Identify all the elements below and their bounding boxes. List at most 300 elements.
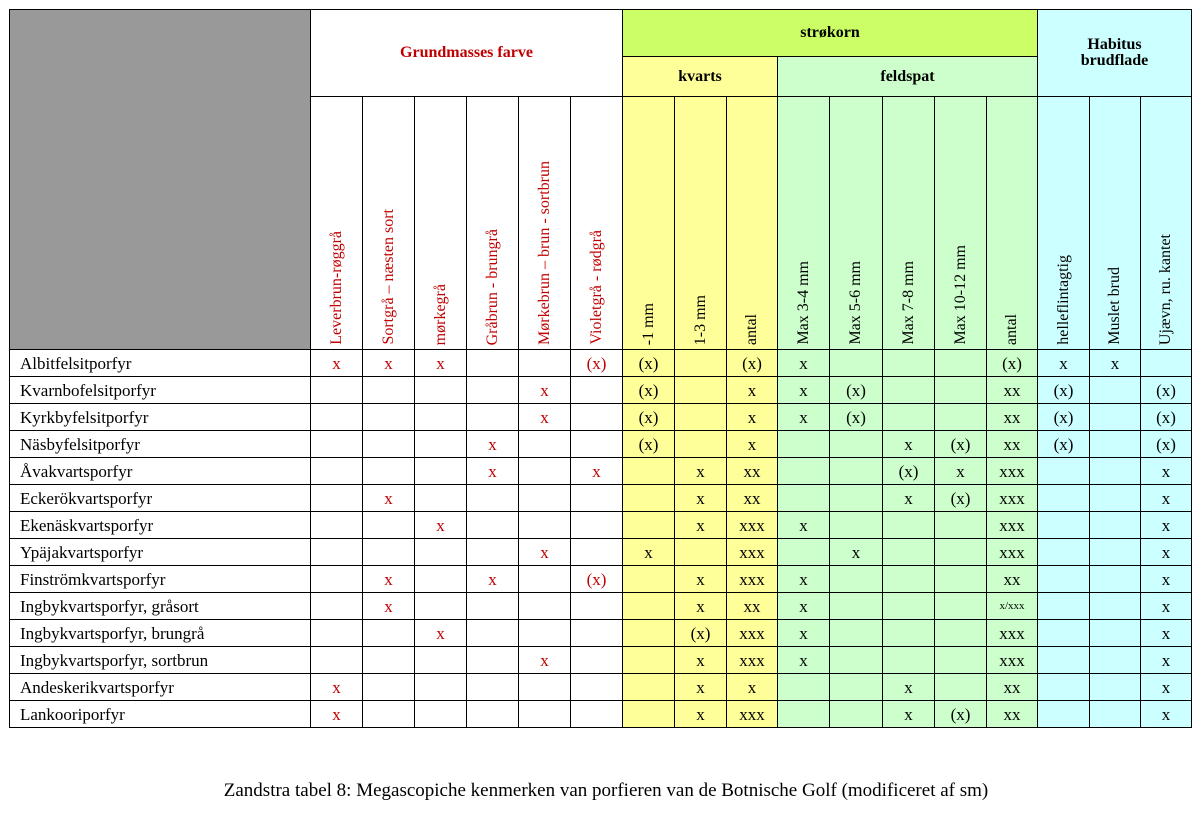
cell-grund: x — [467, 566, 519, 593]
cell-habitus: x — [1090, 350, 1141, 377]
cell-feldspat: x — [778, 377, 830, 404]
cell-grund — [571, 485, 623, 512]
cell-feldspat: x — [935, 458, 987, 485]
table-row — [10, 647, 1192, 674]
cell-grund: x — [519, 377, 571, 404]
cell-grund — [467, 620, 519, 647]
cell-habitus — [1090, 377, 1141, 404]
cell-feldspat — [830, 485, 883, 512]
cell-kvarts: (x) — [623, 377, 675, 404]
cell-feldspat: (x) — [987, 350, 1038, 377]
cell-feldspat — [935, 404, 987, 431]
cell-grund — [311, 593, 363, 620]
cell-grund: x — [519, 404, 571, 431]
cell-feldspat: xxx — [987, 512, 1038, 539]
cell-feldspat — [935, 620, 987, 647]
cell-grund — [311, 458, 363, 485]
column-header-kvarts-8 — [727, 97, 778, 350]
cell-kvarts — [623, 458, 675, 485]
cell-grund — [415, 431, 467, 458]
cell-feldspat — [830, 701, 883, 728]
cell-grund: x — [363, 350, 415, 377]
cell-kvarts: (x) — [675, 620, 727, 647]
cell-feldspat: xxx — [987, 458, 1038, 485]
cell-grund: x — [363, 566, 415, 593]
cell-feldspat — [935, 674, 987, 701]
habitus-line1: Habitus — [1087, 36, 1142, 53]
cell-grund — [571, 701, 623, 728]
cell-habitus — [1090, 512, 1141, 539]
cell-grund — [415, 647, 467, 674]
cell-habitus — [1038, 512, 1090, 539]
grundmasse-header: Grundmasses farve — [311, 10, 623, 97]
cell-feldspat: xx — [987, 674, 1038, 701]
cell-kvarts — [675, 431, 727, 458]
habitus-line2: brudflade — [1080, 52, 1149, 69]
cell-feldspat: x — [830, 539, 883, 566]
table-body — [10, 350, 1192, 728]
cell-feldspat: x — [778, 566, 830, 593]
column-header-habitus-16 — [1141, 97, 1192, 350]
cell-grund: x — [571, 458, 623, 485]
column-label: antal — [743, 313, 760, 345]
table-row — [10, 620, 1192, 647]
cell-grund — [467, 404, 519, 431]
cell-grund — [363, 431, 415, 458]
column-header-grund-5 — [571, 97, 623, 350]
column-header-kvarts-6 — [623, 97, 675, 350]
cell-feldspat — [935, 539, 987, 566]
cell-kvarts: x — [675, 674, 727, 701]
cell-grund — [571, 620, 623, 647]
cell-grund — [311, 485, 363, 512]
cell-habitus — [1038, 674, 1090, 701]
column-label: Ujævn, ru. kantet — [1157, 233, 1174, 345]
cell-feldspat — [778, 431, 830, 458]
cell-grund — [467, 593, 519, 620]
cell-habitus: x — [1141, 566, 1192, 593]
habitus-header — [1038, 10, 1192, 97]
cell-feldspat: x — [778, 620, 830, 647]
cell-grund — [311, 647, 363, 674]
cell-feldspat — [830, 512, 883, 539]
table-row — [10, 485, 1192, 512]
cell-feldspat — [830, 674, 883, 701]
cell-habitus — [1038, 647, 1090, 674]
table-row — [10, 539, 1192, 566]
cell-kvarts — [623, 701, 675, 728]
cell-feldspat: xx — [987, 431, 1038, 458]
cell-kvarts — [623, 566, 675, 593]
cell-habitus: x — [1141, 701, 1192, 728]
cell-kvarts: xx — [727, 593, 778, 620]
cell-feldspat — [830, 593, 883, 620]
column-header-grund-3 — [467, 97, 519, 350]
cell-grund — [415, 458, 467, 485]
column-header-grund-0 — [311, 97, 363, 350]
cell-grund — [311, 620, 363, 647]
cell-habitus — [1141, 350, 1192, 377]
cell-habitus — [1038, 701, 1090, 728]
cell-habitus — [1090, 674, 1141, 701]
cell-grund: x — [519, 539, 571, 566]
cell-feldspat: x — [883, 701, 935, 728]
cell-grund — [363, 701, 415, 728]
cell-feldspat: x — [778, 647, 830, 674]
cell-habitus — [1038, 566, 1090, 593]
cell-kvarts: x — [675, 593, 727, 620]
cell-feldspat — [778, 674, 830, 701]
column-header-feldspat-10 — [830, 97, 883, 350]
cell-feldspat: x — [883, 674, 935, 701]
cell-feldspat — [883, 539, 935, 566]
cell-grund: x — [311, 350, 363, 377]
rock-name: Kyrkbyfelsitporfyr — [10, 404, 311, 431]
cell-grund — [519, 620, 571, 647]
cell-feldspat — [935, 566, 987, 593]
rock-name: Lankooriporfyr — [10, 701, 311, 728]
cell-grund — [311, 431, 363, 458]
cell-grund — [363, 377, 415, 404]
cell-kvarts — [623, 485, 675, 512]
cell-habitus: (x) — [1038, 404, 1090, 431]
cell-feldspat: x — [778, 512, 830, 539]
cell-kvarts: x — [727, 431, 778, 458]
cell-habitus: (x) — [1038, 377, 1090, 404]
column-header-feldspat-9 — [778, 97, 830, 350]
cell-habitus — [1090, 566, 1141, 593]
column-label: Gråbrun - brungrå — [483, 228, 501, 345]
rock-name: Ekenäskvartsporfyr — [10, 512, 311, 539]
cell-habitus: (x) — [1141, 404, 1192, 431]
cell-habitus: (x) — [1141, 431, 1192, 458]
cell-habitus: x — [1141, 512, 1192, 539]
column-label: Mørkebrun – brun - sortbrun — [535, 161, 553, 345]
cell-kvarts: xxx — [727, 512, 778, 539]
cell-habitus: x — [1141, 647, 1192, 674]
cell-habitus — [1090, 404, 1141, 431]
cell-kvarts: x — [623, 539, 675, 566]
rock-name: Andeskerikvartsporfyr — [10, 674, 311, 701]
cell-kvarts: x — [675, 701, 727, 728]
cell-grund — [571, 647, 623, 674]
cell-habitus: x — [1141, 620, 1192, 647]
cell-feldspat: (x) — [830, 377, 883, 404]
rock-name: Ingbykvartsporfyr, sortbrun — [10, 647, 311, 674]
cell-grund: x — [519, 647, 571, 674]
cell-habitus — [1090, 593, 1141, 620]
table-row — [10, 593, 1192, 620]
column-header-feldspat-13 — [987, 97, 1038, 350]
cell-grund — [363, 620, 415, 647]
cell-grund — [467, 701, 519, 728]
cell-grund — [571, 431, 623, 458]
cell-habitus: x — [1038, 350, 1090, 377]
cell-habitus — [1038, 458, 1090, 485]
rock-name: Finströmkvartsporfyr — [10, 566, 311, 593]
cell-grund — [415, 674, 467, 701]
cell-kvarts: xxx — [727, 620, 778, 647]
column-header-kvarts-7 — [675, 97, 727, 350]
cell-feldspat — [935, 512, 987, 539]
cell-feldspat — [778, 539, 830, 566]
table-row — [10, 350, 1192, 377]
cell-grund — [415, 377, 467, 404]
cell-feldspat: xx — [987, 377, 1038, 404]
cell-kvarts — [623, 647, 675, 674]
cell-grund — [415, 593, 467, 620]
cell-habitus — [1038, 620, 1090, 647]
column-label: Max 5-6 mm — [847, 261, 864, 345]
cell-grund — [467, 377, 519, 404]
column-label: 1-3 mm — [691, 294, 709, 345]
column-label: Max 7-8 mm — [899, 261, 917, 345]
cell-feldspat — [883, 647, 935, 674]
cell-grund — [519, 512, 571, 539]
column-header-grund-4 — [519, 97, 571, 350]
cell-feldspat — [778, 701, 830, 728]
cell-feldspat: x — [778, 350, 830, 377]
rock-name: Ingbykvartsporfyr, brungrå — [10, 620, 311, 647]
cell-grund — [571, 404, 623, 431]
column-label: Sortgrå – næsten sort — [379, 209, 397, 345]
cell-feldspat — [830, 620, 883, 647]
cell-kvarts: xxx — [727, 647, 778, 674]
cell-grund: (x) — [571, 350, 623, 377]
cell-habitus — [1090, 458, 1141, 485]
cell-feldspat — [830, 566, 883, 593]
cell-grund — [363, 674, 415, 701]
cell-kvarts: x — [675, 485, 727, 512]
cell-feldspat: xxx — [987, 620, 1038, 647]
column-label: mørkegrå — [431, 283, 449, 345]
cell-grund — [311, 566, 363, 593]
cell-kvarts: x — [675, 647, 727, 674]
cell-feldspat: x — [883, 431, 935, 458]
rock-name: Eckerökvartsporfyr — [10, 485, 311, 512]
cell-habitus — [1038, 539, 1090, 566]
table-row — [10, 404, 1192, 431]
cell-grund — [571, 539, 623, 566]
cell-grund: x — [415, 350, 467, 377]
cell-feldspat: (x) — [883, 458, 935, 485]
cell-grund — [311, 377, 363, 404]
cell-feldspat: xx — [987, 701, 1038, 728]
cell-habitus — [1090, 647, 1141, 674]
cell-grund: x — [415, 512, 467, 539]
cell-grund: x — [363, 593, 415, 620]
header-corner-cell — [10, 10, 311, 350]
cell-grund: x — [467, 431, 519, 458]
cell-habitus — [1038, 593, 1090, 620]
cell-feldspat — [935, 593, 987, 620]
cell-feldspat: xxx — [987, 647, 1038, 674]
column-header-grund-1 — [363, 97, 415, 350]
cell-feldspat: (x) — [935, 485, 987, 512]
column-label: -1 mm — [639, 302, 657, 345]
column-header-grund-2 — [415, 97, 467, 350]
cell-grund: x — [363, 485, 415, 512]
rock-name: Ingbykvartsporfyr, gråsort — [10, 593, 311, 620]
cell-kvarts — [675, 404, 727, 431]
rock-name: Albitfelsitporfyr — [10, 350, 311, 377]
cell-kvarts — [623, 674, 675, 701]
cell-feldspat — [935, 377, 987, 404]
cell-feldspat — [883, 593, 935, 620]
cell-feldspat — [778, 485, 830, 512]
cell-feldspat — [883, 566, 935, 593]
rock-name: Åvakvartsporfyr — [10, 458, 311, 485]
cell-habitus: (x) — [1038, 431, 1090, 458]
cell-feldspat: xxx — [987, 485, 1038, 512]
cell-feldspat — [883, 377, 935, 404]
cell-habitus: x — [1141, 593, 1192, 620]
cell-feldspat — [883, 512, 935, 539]
cell-grund — [467, 485, 519, 512]
cell-grund: x — [415, 620, 467, 647]
cell-feldspat — [935, 350, 987, 377]
cell-habitus — [1090, 620, 1141, 647]
cell-grund — [467, 512, 519, 539]
cell-grund — [571, 377, 623, 404]
rock-name: Näsbyfelsitporfyr — [10, 431, 311, 458]
table-row — [10, 458, 1192, 485]
cell-kvarts — [675, 539, 727, 566]
cell-grund — [519, 701, 571, 728]
column-header-feldspat-12 — [935, 97, 987, 350]
cell-kvarts: x — [675, 458, 727, 485]
cell-grund — [467, 539, 519, 566]
cell-grund — [467, 647, 519, 674]
cell-kvarts: xx — [727, 485, 778, 512]
cell-feldspat — [935, 647, 987, 674]
cell-feldspat — [778, 458, 830, 485]
cell-grund — [415, 404, 467, 431]
cell-grund — [415, 566, 467, 593]
cell-feldspat: x — [883, 485, 935, 512]
cell-feldspat: x/xxx — [987, 593, 1038, 620]
column-label: helleflintagtig — [1054, 255, 1072, 345]
cell-habitus — [1090, 431, 1141, 458]
cell-grund — [467, 350, 519, 377]
cell-habitus — [1038, 485, 1090, 512]
cell-feldspat: xx — [987, 566, 1038, 593]
cell-grund — [311, 512, 363, 539]
cell-kvarts: xxx — [727, 566, 778, 593]
cell-grund — [519, 431, 571, 458]
cell-feldspat: x — [778, 593, 830, 620]
feldspat-header: feldspat — [778, 57, 1038, 97]
cell-grund — [519, 350, 571, 377]
cell-kvarts: x — [675, 566, 727, 593]
table-row — [10, 512, 1192, 539]
cell-grund — [519, 485, 571, 512]
cell-habitus: x — [1141, 674, 1192, 701]
cell-grund — [519, 674, 571, 701]
cell-habitus: x — [1141, 539, 1192, 566]
table-caption: Zandstra tabel 8: Megascopiche kenmerken van porfieren van de Botnische Golf (modificeret af sm) — [223, 780, 989, 801]
cell-habitus — [1090, 701, 1141, 728]
cell-grund — [467, 674, 519, 701]
cell-kvarts: x — [727, 404, 778, 431]
cell-kvarts — [675, 350, 727, 377]
cell-kvarts — [623, 512, 675, 539]
cell-grund: x — [467, 458, 519, 485]
cell-grund — [519, 593, 571, 620]
cell-feldspat — [883, 350, 935, 377]
cell-grund — [363, 512, 415, 539]
cell-feldspat — [883, 404, 935, 431]
cell-kvarts — [623, 593, 675, 620]
cell-feldspat: x — [778, 404, 830, 431]
column-header-feldspat-11 — [883, 97, 935, 350]
cell-grund — [519, 566, 571, 593]
cell-grund — [571, 512, 623, 539]
rock-name: Ypäjakvartsporfyr — [10, 539, 311, 566]
column-label: Max 10-12 mm — [951, 245, 969, 345]
cell-kvarts: x — [727, 377, 778, 404]
cell-feldspat: (x) — [935, 701, 987, 728]
stroekorn-header: strøkorn — [623, 10, 1038, 57]
cell-feldspat — [830, 431, 883, 458]
cell-kvarts: (x) — [727, 350, 778, 377]
cell-kvarts: (x) — [623, 350, 675, 377]
cell-habitus — [1090, 539, 1141, 566]
cell-grund: (x) — [571, 566, 623, 593]
table-row — [10, 701, 1192, 728]
cell-kvarts: (x) — [623, 431, 675, 458]
cell-grund — [363, 458, 415, 485]
cell-grund — [415, 539, 467, 566]
cell-grund — [363, 404, 415, 431]
cell-kvarts: (x) — [623, 404, 675, 431]
cell-grund: x — [311, 674, 363, 701]
column-label: Muslet brud — [1106, 267, 1123, 345]
cell-grund — [571, 674, 623, 701]
cell-grund — [415, 485, 467, 512]
cell-feldspat: (x) — [830, 404, 883, 431]
cell-habitus — [1090, 485, 1141, 512]
column-header-habitus-15 — [1090, 97, 1141, 350]
cell-feldspat — [830, 350, 883, 377]
column-label: Max 3-4 mm — [794, 261, 812, 345]
column-label: Leverbrun-røggrå — [327, 231, 345, 345]
kvarts-header: kvarts — [623, 57, 778, 97]
cell-feldspat: xxx — [987, 539, 1038, 566]
cell-grund — [311, 539, 363, 566]
cell-kvarts: xxx — [727, 701, 778, 728]
cell-feldspat — [883, 620, 935, 647]
cell-kvarts: xx — [727, 458, 778, 485]
table-row — [10, 674, 1192, 701]
table-row — [10, 377, 1192, 404]
cell-grund — [571, 593, 623, 620]
column-label: antal — [1003, 313, 1020, 345]
cell-grund — [363, 647, 415, 674]
cell-feldspat: xx — [987, 404, 1038, 431]
cell-kvarts: x — [675, 512, 727, 539]
cell-habitus: x — [1141, 458, 1192, 485]
column-label: Violetgrå - rødgrå — [587, 230, 605, 345]
porphyry-table — [9, 9, 1192, 728]
cell-feldspat — [830, 647, 883, 674]
column-header-habitus-14 — [1038, 97, 1090, 350]
table-row — [10, 566, 1192, 593]
cell-grund — [415, 701, 467, 728]
cell-feldspat: (x) — [935, 431, 987, 458]
cell-feldspat — [830, 458, 883, 485]
cell-grund — [363, 539, 415, 566]
